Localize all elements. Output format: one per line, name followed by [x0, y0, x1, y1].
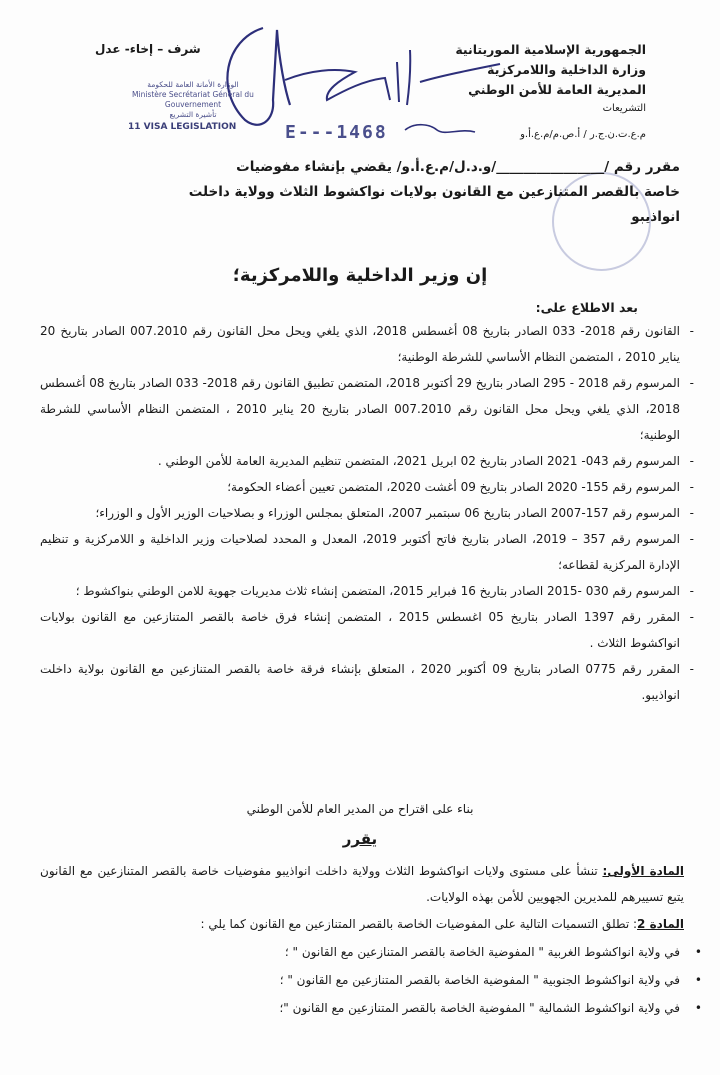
reference-item: - المقرر رقم 1397 الصادر بتاريخ 05 اغسطس 2015 ، المتضمن إنشاء فرق خاصة بالقصر المتنازعين مع القانون بولايات انواكشوط الثلاث . [40, 604, 680, 656]
handwritten-signature [215, 10, 515, 140]
stamp-number: E---1468 [285, 122, 388, 143]
national-motto: شرف – إخاء- عدل [95, 42, 201, 56]
reference-item: - المرسوم رقم 2018 - 295 الصادر بتاريخ 29 أكتوبر 2018، المتضمن تطبيق القانون رقم 2018- 033 الصادر بتاريخ 08 أغسطس 2018، الذي يلغي ويحل محل القانون رقم 007.2010 الصادر بتاريخ 20 يناير 2010 ، المتضمن النظام الأساسي للشرطة الوطنية؛ [40, 370, 680, 448]
department-name: التشريعات [602, 103, 646, 114]
decree-title-line-2: خاصة بالقصر المتنازعين مع القانون بولايات نواكشوط الثلاث وولاية داخلت [188, 184, 680, 200]
article-2-text: : تطلق التسميات التالية على المفوضيات الخاصة بالقصر المتنازعين مع القانون كما يلي : [200, 917, 638, 931]
article-1 [40, 858, 684, 910]
after-review-heading: بعد الاطلاع على: [535, 300, 638, 315]
stamp-line-2: Ministère Secrétariat Général du Gouvernement [132, 90, 254, 109]
directorate-name: المديرية العامة للأمن الوطني [468, 82, 646, 97]
country-name: الجمهورية الإسلامية الموريتانية [455, 42, 646, 57]
article-1-label: المادة الأولى: [602, 864, 684, 878]
reference-item: - المقرر رقم 0775 الصادر بتاريخ 09 أكتوبر 2020 ، المتعلق بإنشاء فرقة خاصة بالقصر المتنازعين مع القانون بولاية داخلت انواذيبو. [40, 656, 680, 708]
proposal-line: بناء على اقتراح من المدير العام للأمن الوطني [246, 802, 474, 816]
designation-item: • في ولاية انواكشوط الغربية " المفوضية الخاصة بالقصر المتنازعين مع القانون " ؛ [40, 938, 680, 966]
article-2-label: المادة 2 [637, 917, 684, 931]
minister-heading: إن وزير الداخلية واللامركزية؛ [232, 265, 488, 286]
stamp-visa-label: 11 VISA LEGISLATION [128, 122, 237, 132]
designations-list [40, 938, 680, 1022]
legislation-visa-stamp [128, 80, 258, 132]
decree-title-line-3: انواذيبو [631, 209, 680, 225]
article-2 [40, 911, 684, 937]
reference-item: - المرسوم رقم 357 – 2019، الصادر بتاريخ فاتح أكتوبر 2019، المعدل و المحدد لصلاحيات وزير الداخلية و اللامركزية و تنظيم الإدارة المركزية لقطاعه؛ [40, 526, 680, 578]
decides-heading: يقرر [342, 830, 378, 848]
stamp-line-1: الوزارة الأمانة العامة للحكومة [147, 80, 239, 89]
designation-item: • في ولاية انواكشوط الشمالية " المفوضية الخاصة بالقصر المتنازعين مع القانون "؛ [40, 994, 680, 1022]
decree-title [40, 155, 680, 230]
decree-title-line-1: مقرر رقم /________________/و.د.ل/م.ع.أ.و/ يقضي بإنشاء مفوضيات [236, 159, 680, 175]
ministry-name: وزارة الداخلية واللامركزية [487, 62, 646, 77]
article-1-text: تنشأ على مستوى ولايات انواكشوط الثلاث وولاية داخلت انواذيبو مفوضيات خاصة بالقصر المتنازعين مع القانون يتبع تسييرهم للمديرين الجهويين للأمن بهذه الولايات. [40, 864, 684, 904]
stamp-line-3: تأشيرة التشريع [169, 110, 217, 119]
reference-item: - المرسوم رقم 030 -2015 الصادر بتاريخ 16 فبراير 2015، المتضمن إنشاء ثلاث مديريات جهوية للامن الوطني بنواكشوط ؛ [40, 578, 680, 604]
reference-item: - المرسوم رقم 157-2007 الصادر بتاريخ 06 سبتمبر 2007، المتعلق بمجلس الوزراء و بصلاحيات الوزير الأول و الوزراء؛ [40, 500, 680, 526]
legal-references-list [40, 318, 680, 708]
reference-code: م.ع.ت.ن.ج.ر / أ.ص.م/م.ع.أ.و [520, 129, 646, 140]
designation-item: • في ولاية انواكشوط الجنوبية " المفوضية الخاصة بالقصر المتنازعين مع القانون " ؛ [40, 966, 680, 994]
reference-item: - المرسوم رقم 155- 2020 الصادر بتاريخ 09 أغشت 2020، المتضمن تعيين أعضاء الحكومة؛ [40, 474, 680, 500]
reference-item: - القانون رقم 2018- 033 الصادر بتاريخ 08 أغسطس 2018، الذي يلغي ويحل محل القانون رقم 007.2010 الصادر بتاريخ 20 يناير 2010 ، المتضمن النظام الأساسي للشرطة الوطنية؛ [40, 318, 680, 370]
reference-item: - المرسوم رقم 043- 2021 الصادر بتاريخ 02 ابريل 2021، المتضمن تنظيم المديرية العامة للأمن الوطني . [40, 448, 680, 474]
